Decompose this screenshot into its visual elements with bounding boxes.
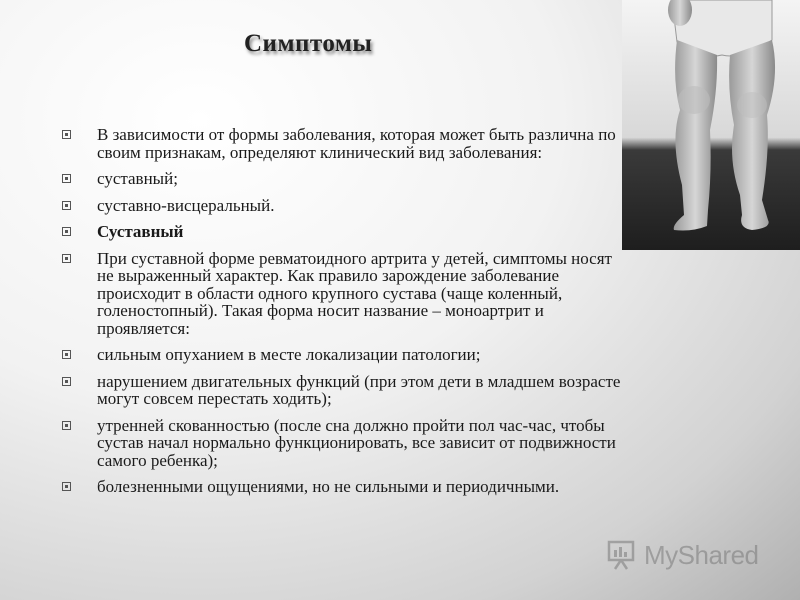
- list-item: [62, 478, 622, 496]
- list-item-text: суставно-висцеральный.: [97, 195, 275, 215]
- square-bullet-icon: [62, 350, 71, 359]
- list-item-text: В зависимости от формы заболевания, которая может быть различна по своим признакам, определяют клинический вид заболевания:: [97, 125, 616, 162]
- list-item-text: утренней скованностью (после сна должно пройти пол час-час, чтобы сустав начал нормально функционировать, все зависит от подвижности самого ребенка);: [97, 415, 616, 470]
- list-item-heading: [62, 223, 622, 241]
- presentation-board-icon: [606, 538, 640, 572]
- bullet-list: [62, 126, 622, 505]
- list-item-text: нарушением двигательных функций (при этом дети в младшем возрасте могут совсем перестать ходить);: [97, 371, 621, 408]
- square-bullet-icon: [62, 482, 71, 491]
- list-item-text: болезненными ощущениями, но не сильными и периодичными.: [97, 477, 560, 496]
- square-bullet-icon: [62, 421, 71, 430]
- square-bullet-icon: [62, 227, 71, 236]
- square-bullet-icon: [62, 377, 71, 386]
- list-item-text: При суставной форме ревматоидного артрита у детей, симптомы носят не выраженный характер. Как правило зарождение заболевание происходит в области одного крупного сустава (чаще коленный, голеностопный). Такая форма носит название – моноартрит и проявляется:: [97, 248, 612, 338]
- watermark: [606, 537, 776, 573]
- list-item-text: сильным опуханием в месте локализации патологии;: [97, 345, 481, 364]
- list-item: [62, 373, 622, 408]
- watermark-text: MyShared: [644, 539, 759, 570]
- child-legs-photo: [622, 0, 800, 250]
- square-bullet-icon: [62, 254, 71, 263]
- square-bullet-icon: [62, 130, 71, 139]
- square-bullet-icon: [62, 174, 71, 183]
- list-item: [62, 250, 622, 338]
- slide-title: Симптомы: [244, 30, 373, 57]
- list-item: [62, 170, 622, 188]
- list-item: [62, 126, 622, 161]
- list-item: [62, 346, 622, 364]
- list-item-text: суставный;: [97, 169, 178, 188]
- list-item: [62, 417, 622, 470]
- list-item-text: Суставный: [97, 222, 184, 241]
- list-item: [62, 197, 622, 215]
- square-bullet-icon: [62, 201, 71, 210]
